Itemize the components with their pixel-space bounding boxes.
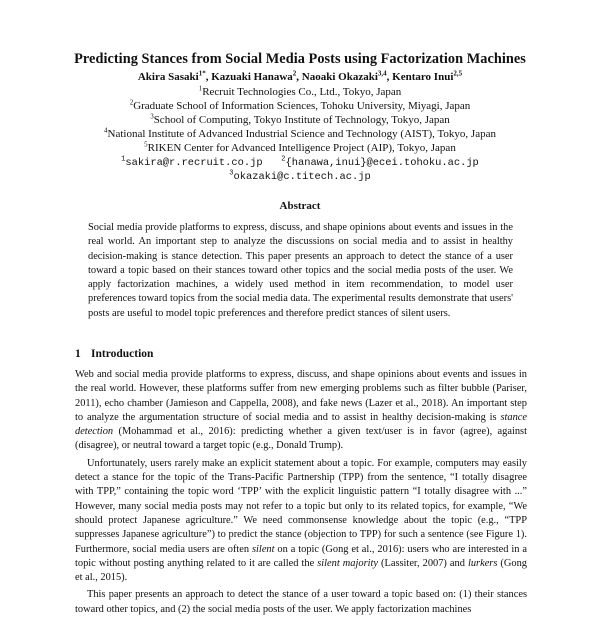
affiliation-superscript: 3: [150, 112, 154, 121]
affiliation-text: School of Computing, Tokyo Institute of Technology, Tokyo, Japan: [153, 114, 450, 126]
section-number: 1: [75, 348, 81, 360]
abstract-body: [88, 221, 513, 321]
paragraph: [75, 457, 527, 586]
email-address[interactable]: okazaki@c.titech.ac.jp: [233, 171, 371, 183]
affiliation-superscript: 1: [198, 84, 203, 93]
affiliation: [0, 85, 600, 99]
paper-title: Predicting Stances from Social Media Posts using Factorization Machines: [74, 51, 526, 67]
emphasis-text: silent majority: [317, 557, 378, 569]
email-superscript: 1: [121, 155, 126, 164]
author-superscript: 3,4: [377, 69, 387, 78]
author-name: Akira Sasaki: [137, 71, 199, 83]
email-superscript: 2: [281, 155, 286, 164]
paragraph-text: (Mohammad et al., 2016): predicting whether a given text/user is in favor (agree), against (disagree), or neutral toward a target topic (e.g., Donald Trump).: [75, 426, 527, 452]
email-line: [0, 170, 600, 184]
affiliation-text: RIKEN Center for Advanced Intelligence Project (AIP), Tokyo, Japan: [147, 142, 456, 154]
affiliation-text: Recruit Technologies Co., Ltd., Tokyo, Japan: [202, 86, 402, 98]
emphasis-text: silent: [252, 543, 275, 555]
author-superscript: 2,5: [453, 69, 463, 78]
abstract-heading: Abstract: [279, 200, 321, 212]
author-name: Kazuaki Hanawa: [211, 71, 293, 83]
paragraph-text: on a topic (Gong et al., 2016): users who are interested in a topic without posting anything related to it are called the: [75, 543, 527, 569]
author-name: Naoaki Okazaki: [301, 71, 378, 83]
abstract-text: Social media provide platforms to express, discuss, and shape opinions about events and issues in the real world. An important step to analyze the discussions on social media and to assist in healthy decision-making is stance detection. This paper presents an approach to detect the stance of a user toward a topic based on their stances toward other topics and the social media posts of the user. We apply factorization machines, a widely used method in item recommendation, to model user preferences toward topics from the social media data. The experimental results demonstrate that users' posts are useful to model topic preferences and therefore predict stances of silent users.: [88, 222, 513, 319]
affiliation: [0, 127, 600, 141]
paragraph-text: Web and social media provide platforms to express, discuss, and shape opinions about events and issues in the real world. However, these platforms suffer from new emerging problems such as filter bubble (Pariser, 2011), echo chamber (Jamieson and Cappella, 2008), and fake news (Lazer et al., 2018). An important step to analyze the argumentation structure of social media and to assist in healthy decision-making is: [75, 369, 527, 423]
author-superscript: 2: [292, 69, 297, 78]
affiliation-text: National Institute of Advanced Industrial Science and Technology (AIST), Tokyo, Japan: [107, 128, 496, 140]
emphasis-text: lurkers: [467, 557, 498, 569]
affiliation: [0, 99, 600, 113]
email-line: [0, 156, 600, 170]
paragraph: [75, 368, 527, 454]
email-superscript: 3: [229, 169, 234, 178]
section-title: Introduction: [91, 348, 154, 360]
paragraph: This paper presents an approach to detect the stance of a user toward a topic based on: (1) their stances toward other topics, and (2) the social media posts of the user. We apply factorization machines: [75, 589, 527, 615]
affiliation-superscript: 4: [104, 126, 108, 135]
affiliation: [0, 113, 600, 127]
section-heading: [75, 348, 153, 360]
affiliation-superscript: 2: [129, 98, 134, 107]
email-address[interactable]: sakira@r.recruit.co.jp: [125, 157, 263, 169]
paragraph-text: Unfortunately, users rarely make an explicit statement about a topic. For example, computers may easily detect a stance for the topic of the Trans-Pacific Partnership (TPP) from the sentence, “I totally disagree with TPP,” containing the topic word ‘TPP’ with the explicit linguistic pattern “I totally disagree with ...” However, many social media posts may not refer to a topic but only to its related topics, for example, “We should protect Japanese agriculture.” We need commonsense knowledge about the topic (e.g., “TPP suppresses Japanese agriculture”) to predict the stance (objection to TPP) for such a sentence (see Figure 1). Furthermore, social media users are often: [75, 457, 527, 555]
paragraph-text: (Lassiter, 2007) and: [378, 557, 468, 569]
emphasis-text: stance detection: [75, 411, 527, 438]
author-name: Kentaro Inui: [392, 71, 454, 83]
email-address[interactable]: {hanawa,inui}@ecei.tohoku.ac.jp: [285, 157, 479, 169]
paragraph-text: (Gong et al., 2015).: [75, 557, 527, 584]
author-list: Akira Sasaki$^{1*}$, Kazuaki Hanawa$^2$, Naoaki Okazaki$^{3,4}$, Kentaro Inui$^{2,5}$: [137, 69, 463, 83]
affiliation-text: Graduate School of Information Sciences, Tohoku University, Miyagi, Japan: [133, 100, 471, 112]
section-body: [75, 368, 527, 620]
author-superscript: 1*: [198, 69, 206, 78]
affiliation-superscript: 5: [144, 140, 148, 149]
affiliation: [0, 141, 600, 155]
